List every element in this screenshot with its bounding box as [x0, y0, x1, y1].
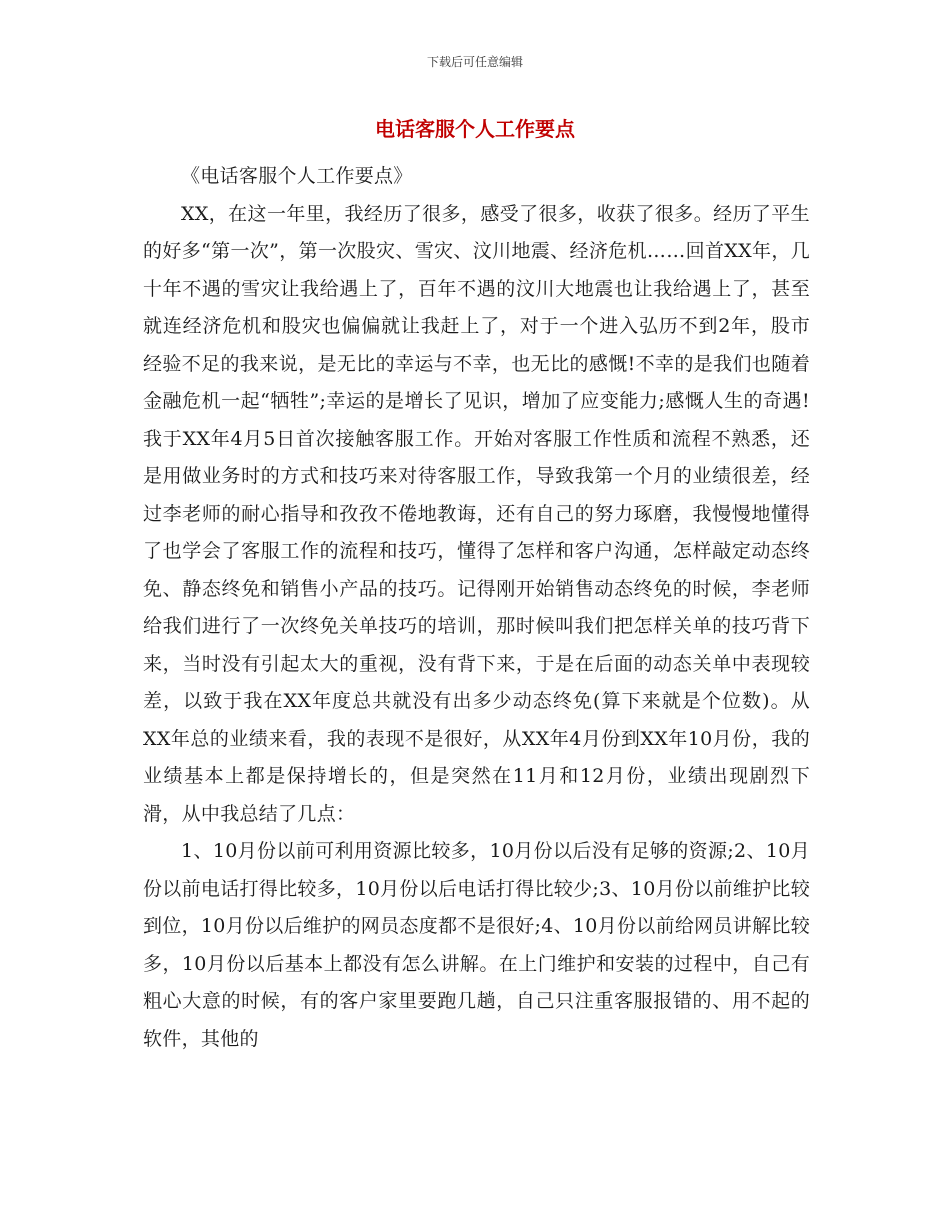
document-body	[143, 158, 810, 1058]
header-note: 下载后可任意编辑	[426, 55, 523, 69]
paragraph-points: 1、10月份以前可利用资源比较多，10月份以后没有足够的资源;2、10月份以前电话打得比较多，10月份以后电话打得比较少;3、10月份以前维护比较到位，10月份以后维护的网员态度都不是很好;4、10月份以前给网员讲解比较多，10月份以后基本上都没有怎么讲解。在上门维护和安装的过程中，自己有粗心大意的时候，有的客户家里要跑几趟，自己只注重客服报错的、用不起的软件，其他的	[143, 840, 810, 1050]
document-title: 电话客服个人工作要点	[375, 117, 575, 141]
paragraph-main: XX，在这一年里，我经历了很多，感受了很多，收获了很多。经历了平生的好多“第一次”，第一次股灾、雪灾、汶川地震、经济危机……回首XX年，几十年不遇的雪灾让我给遇上了，百年不遇的汶川大地震也让我给遇上了，甚至就连经济危机和股灾也偏偏就让我赶上了，对于一个进入弘历不到2年，股市经验不足的我来说，是无比的幸运与不幸，也无比的感慨!不幸的是我们也随着金融危机一起“牺牲”;幸运的是增长了见识，增加了应变能力;感慨人生的奇遇!我于XX年4月5日首次接触客服工作。开始对客服工作性质和流程不熟悉，还是用做业务时的方式和技巧来对待客服工作，导致我第一个月的业绩很差，经过李老师的耐心指导和孜孜不倦地教诲，还有自己的努力琢磨，我慢慢地懂得了也学会了客服工作的流程和技巧，懂得了怎样和客户沟通，怎样敲定动态终免、静态终免和销售小产品的技巧。记得刚开始销售动态终免的时候，李老师给我们进行了一次终免关单技巧的培训，那时候叫我们把怎样关单的技巧背下来，当时没有引起太大的重视，没有背下来，于是在后面的动态关单中表现较差，以致于我在XX年度总共就没有出多少动态终免(算下来就是个位数)。从XX年总的业绩来看，我的表现不是很好，从XX年4月份到XX年10月份，我的业绩基本上都是保持增长的，但是突然在11月和12月份，业绩出现剧烈下滑，从中我总结了几点：	[143, 202, 810, 825]
paragraph-source-title: 《电话客服个人工作要点》	[181, 165, 413, 187]
